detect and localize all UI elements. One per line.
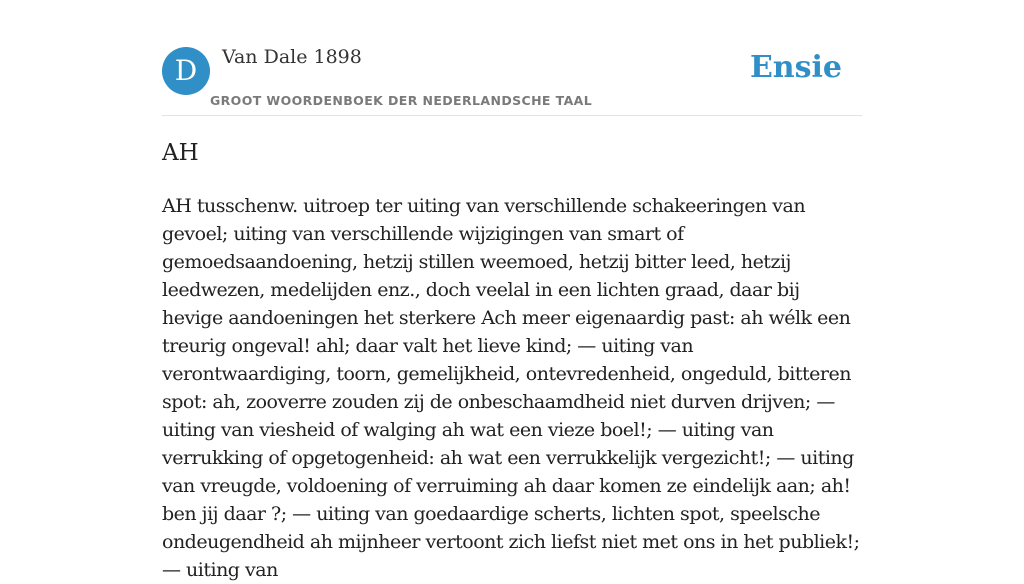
dictionary-header <box>162 40 862 116</box>
brand-logo-link[interactable]: Ensie <box>749 50 842 85</box>
dictionary-subtitle: GROOT WOORDENBOEK DER NEDERLANDSCHE TAAL <box>210 93 593 108</box>
entry-definition: AH tusschenw. uitroep ter uiting van verschillende schakeeringen van gevoel; uiting van verschillende wijzigingen van smart of gemoedsaandoening, hetzij stillen weemoed, hetzij bitter leed, hetzij leedwezen, medelijden enz., doch veelal in een lichten graad, daar bij hevige aandoeningen het sterkere Ach meer eigenaardig past: ah wélk een treurig ongeval! ahl; daar valt het lieve kind; — uiting van verontwaardiging, toorn, gemelijkheid, ontevredenheid, ongeduld, bitteren spot: ah, zooverre zouden zij de onbeschaamdheid niet durven drijven; — uiting van viesheid of walging ah wat een vieze boel!; — uiting van verrukking of opgetogenheid: ah wat een verrukkelijk vergezicht!; — uiting van vreugde, voldoening of verruiming ah daar komen ze eindelijk aan; ah! ben jij daar ?; — uiting van goedaardige scherts, lichten spot, speelsche ondeugendheid ah mijnheer vertoont zich liefst niet met ons in het publiek!; — uiting van <box>162 195 860 581</box>
dictionary-title[interactable]: Van Dale 1898 <box>222 46 362 68</box>
entry-headword: AH <box>162 140 199 166</box>
dictionary-logo: D <box>162 47 210 95</box>
